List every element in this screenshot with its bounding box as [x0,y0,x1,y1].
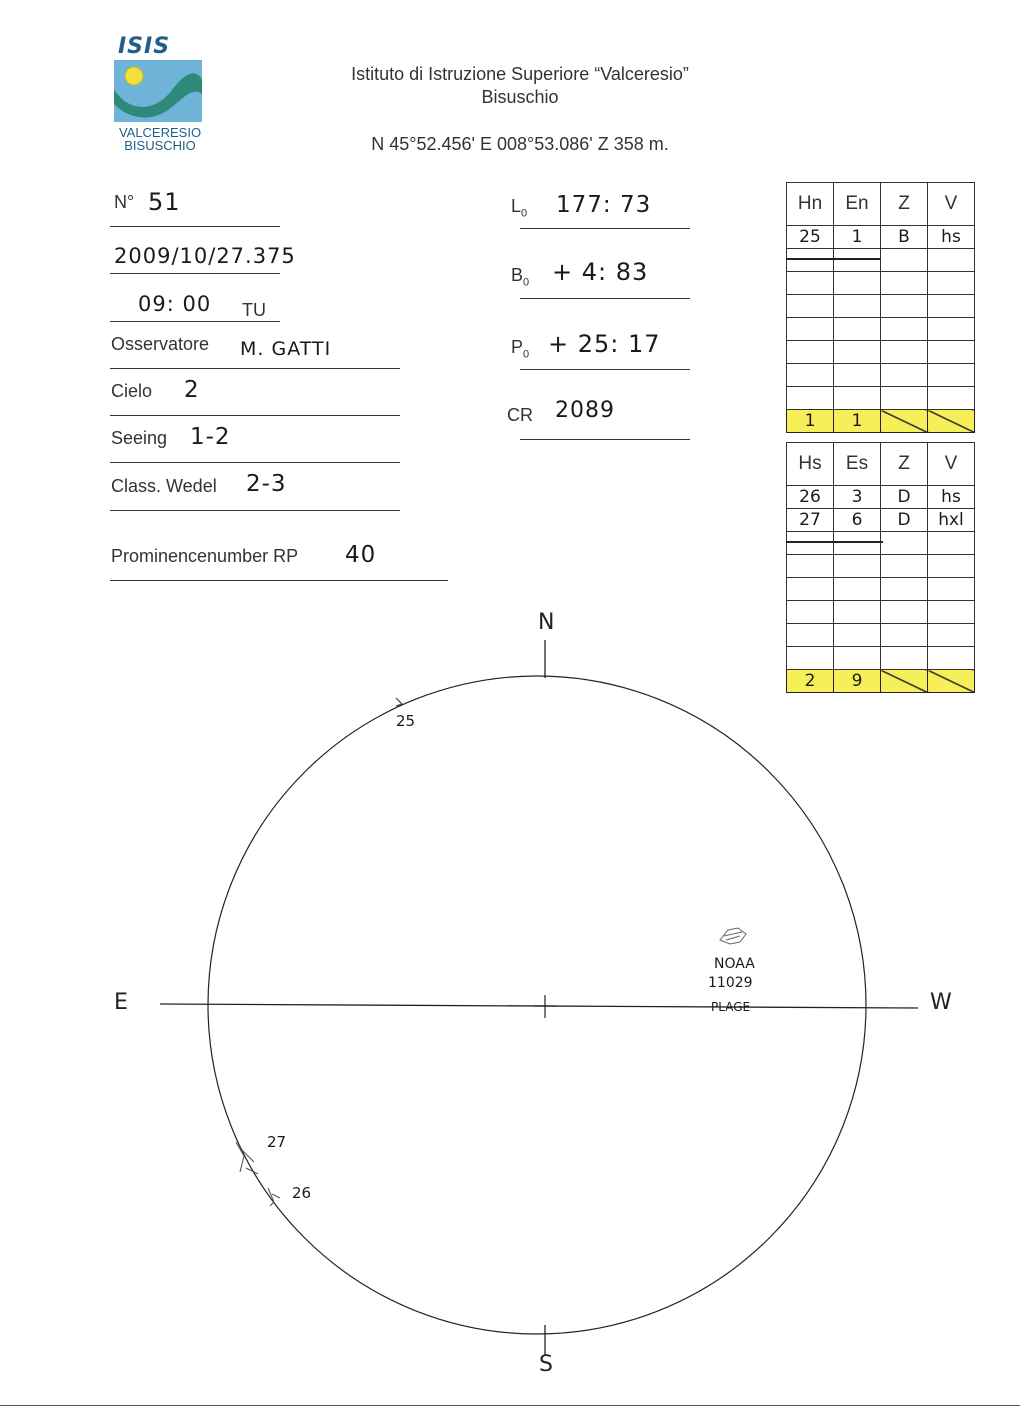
group-number: 26 [787,486,834,509]
table-row [787,272,975,295]
observation-time: 09: 00 [138,292,212,316]
logo-icon [112,60,204,124]
north-total-blank [881,410,928,433]
table-row [787,555,975,578]
plage-label: PLAGE [711,1000,751,1014]
north-total-row [787,410,975,433]
group-number: 25 [787,226,834,249]
disk-south-label: S [539,1352,553,1377]
header-hs: Hs [787,443,834,486]
l0-value: 177: 73 [556,192,652,218]
zurich-class: B [881,226,928,249]
prominence-label: Prominencenumber RP [111,546,299,566]
b0-label: $B_0$ [511,265,530,289]
north-total-spots: 1 [834,410,881,433]
l0-label: $L_0$ [511,196,528,220]
spot-type: hs [928,226,975,249]
north-total-groups: 1 [787,410,834,433]
prominence-value: 40 [345,542,377,568]
zurich-class: D [881,509,928,532]
wedel-value: 2-3 [246,471,287,497]
south-total-spots: 9 [834,670,881,693]
observer-name: M. GATTI [240,338,332,360]
group-number: 27 [787,509,834,532]
seeing-underline [110,462,400,463]
header-hn: Hn [787,183,834,226]
solar-disk-drawing [0,590,1024,1390]
wedel-label: Class. Wedel [111,476,217,496]
spot-count: 6 [834,509,881,532]
group-27-label: 27 [267,1133,287,1151]
table-row [787,226,975,249]
sky-value: 2 [184,377,200,403]
plage-sketch [720,928,746,944]
time-underline [110,321,280,322]
observation-date: 2009/10/27.375 [114,244,296,268]
date-underline [110,273,280,274]
zurich-class: D [881,486,928,509]
cr-value: 2089 [555,398,615,423]
south-total-groups: 2 [787,670,834,693]
prominence-mark-25 [396,698,402,706]
logo-subtitle-1: VALCERESIO [118,125,202,140]
table-row [787,341,975,364]
sky-label: Cielo [111,381,153,401]
seeing-label: Seeing [111,428,168,448]
p0-value: + 25: 17 [548,330,661,358]
table-row [787,295,975,318]
disk-east-label: E [114,990,128,1015]
group-26-label: 26 [292,1184,312,1202]
header-en: En [834,183,881,226]
p0-label: $P_0$ [511,337,530,361]
number-label: N° [114,192,135,212]
site-coordinates: N 45°52.456' E 008°53.086' Z 358 m. [371,134,669,154]
table-row [787,486,975,509]
p0-underline [520,369,690,370]
time-unit: TU [242,300,266,320]
south-table-header [787,443,975,486]
disk-north-label: N [538,610,555,635]
table-row [787,318,975,341]
header-v: V [928,443,975,486]
sky-underline [110,415,400,416]
number-underline [110,226,280,227]
institute-town: Bisuschio [481,87,559,107]
spot-count: 3 [834,486,881,509]
table-row [787,364,975,387]
logo-wordmark: ISIS [118,34,171,59]
b0-underline [520,298,690,299]
header-v: V [928,183,975,226]
l0-underline [520,228,690,229]
header-es: Es [834,443,881,486]
table-row [787,249,975,272]
observer-underline [110,368,400,369]
header-z: Z [881,183,928,226]
spot-count: 1 [834,226,881,249]
noaa-number: 11029 [708,975,753,991]
spot-type: hxl [928,509,975,532]
north-table-marker [786,258,881,260]
table-row [787,532,975,555]
seeing-value: 1-2 [190,424,231,450]
record-number: 51 [148,188,181,216]
logo-subtitle-2: BISUSCHIO [124,138,196,153]
b0-value: + 4: 83 [552,258,649,286]
observer-label: Osservatore [111,334,210,354]
institute-name: Istituto di Istruzione Superiore “Valceresio” [351,64,689,84]
header-z: Z [881,443,928,486]
prominence-underline [110,580,448,581]
page-bottom-rule [0,1405,1020,1406]
group-25-label: 25 [396,712,416,730]
cr-label: CR [507,405,533,425]
prominence-mark-27 [236,1142,258,1174]
cr-underline [520,439,690,440]
north-table-header [787,183,975,226]
disk-west-label: W [930,990,952,1015]
north-total-blank [928,410,975,433]
south-table-marker [786,541,883,543]
table-row [787,509,975,532]
north-groups-table [786,182,975,433]
spot-type: hs [928,486,975,509]
noaa-label: NOAA [714,956,755,972]
wedel-underline [110,510,400,511]
table-row [787,387,975,410]
